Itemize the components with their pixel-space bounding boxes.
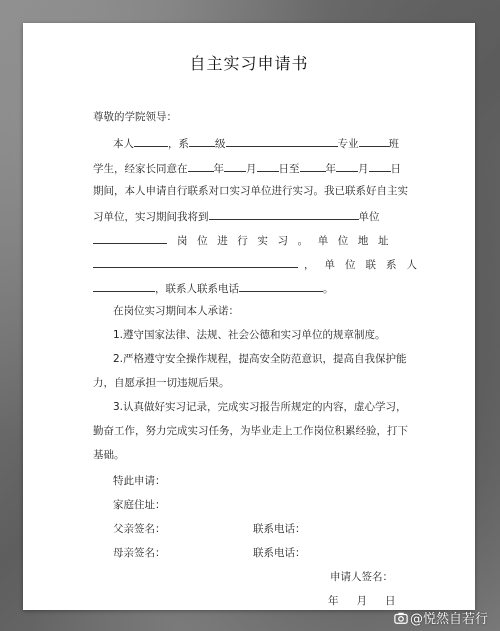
application-paper <box>23 23 475 610</box>
mother-signature-label: 母亲签名： <box>113 547 166 559</box>
mother-phone-label: 联系电话： <box>253 547 306 559</box>
date-line: 年 月 日 <box>328 595 396 607</box>
unit-blank <box>209 208 359 220</box>
para-line-7: ，联系人联系电话 。 <box>93 280 334 296</box>
end-day-blank <box>369 160 391 172</box>
father-signature-label: 父亲签名： <box>113 523 166 535</box>
home-address-label: 家庭住址： <box>113 499 166 511</box>
start-year-blank <box>188 160 214 172</box>
promise-3-cont: 勤奋工作，努力完成实习任务，为毕业走上工作岗位积累经验，打下 <box>93 425 408 437</box>
contact-phone-blank <box>239 280 323 292</box>
promise-heading: 在岗位实习期间本人承诺： <box>113 305 239 317</box>
address-blank <box>93 256 298 268</box>
promise-2: 2.严格遵守安全操作规程，提高安全防范意识，提高自我保护能 <box>113 353 407 365</box>
end-month-blank <box>336 160 358 172</box>
salutation: 尊敬的学院领导： <box>93 111 177 123</box>
contact-blank <box>93 280 155 292</box>
watermark-text: @悦然自若行 <box>409 612 488 627</box>
department-blank <box>189 135 215 147</box>
document-title: 自主实习申请书 <box>189 54 309 73</box>
promise-3-end: 基础。 <box>93 449 125 461</box>
promise-2-cont: 力，自愿承担一切违规后果。 <box>93 377 230 389</box>
promise-1: 1.遵守国家法律、法规、社会公德和实习单位的规章制度。 <box>113 329 386 341</box>
applicant-signature-label: 申请人签名： <box>330 571 393 583</box>
father-phone-label: 联系电话： <box>253 523 306 535</box>
start-day-blank <box>257 160 279 172</box>
para-line-4: 习单位，实习期间我将到 单位 <box>93 208 380 224</box>
grade-blank <box>226 135 338 147</box>
para-line-5: 岗位进行实习。单位地址 <box>93 232 398 248</box>
promise-3: 3.认真做好实习记录，完成实习报告所规定的内容，虚心学习， <box>113 401 407 413</box>
major-blank <box>359 135 389 147</box>
para-line-6: ，单位联系人 <box>93 256 427 272</box>
para-line-3: 期间，本人申请自行联系对口实习单位进行实习。我已联系好自主实 <box>93 185 408 197</box>
name-blank <box>134 135 168 147</box>
watermark <box>394 608 488 627</box>
position-blank <box>93 232 167 244</box>
para-line-2: 学生，经家长同意在 年 月 日至 年 月 日 <box>93 160 401 176</box>
camera-logo-icon <box>394 611 408 625</box>
start-month-blank <box>224 160 246 172</box>
special-request-label: 特此申请： <box>113 475 166 487</box>
para-line-1: 本人 ，系 级 专业 班 <box>113 135 399 151</box>
end-year-blank <box>300 160 326 172</box>
